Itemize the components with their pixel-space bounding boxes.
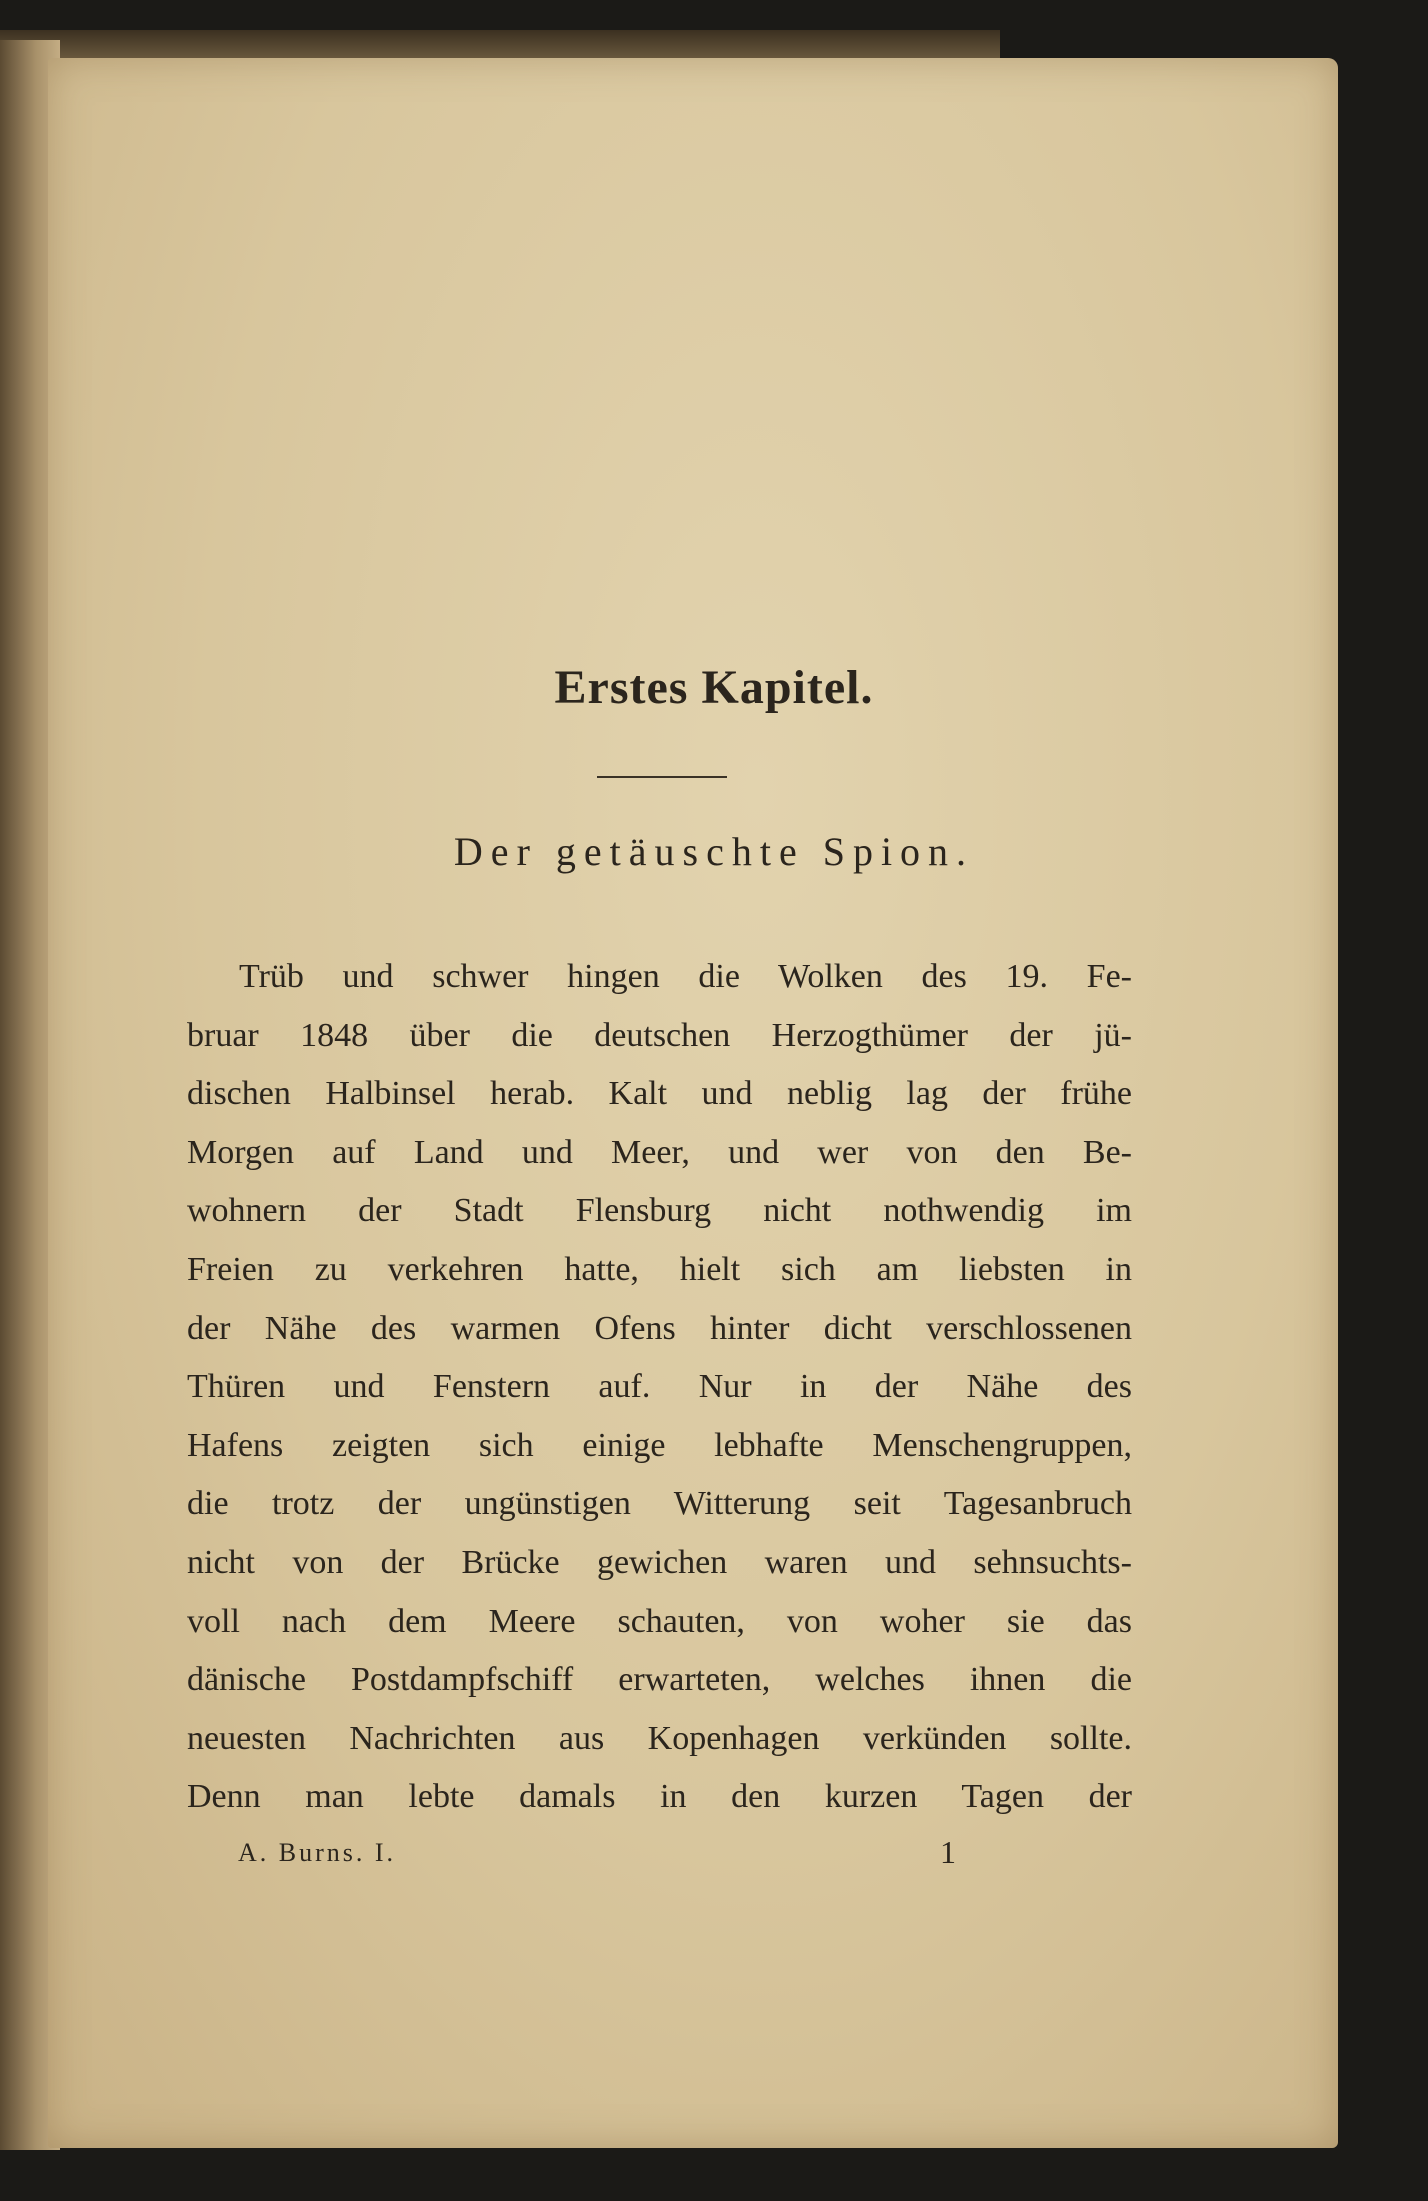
body-line: Hafens zeigten sich einige lebhafte Menschengruppen, xyxy=(187,1426,1132,1464)
body-line: Freien zu verkehren hatte, hielt sich am liebsten in xyxy=(187,1250,1132,1288)
body-line: dänische Postdampfschiff erwarteten, welches ihnen die xyxy=(187,1661,1132,1699)
book-top-edge xyxy=(0,30,1000,60)
body-text xyxy=(187,948,1132,1827)
body-line: Morgen auf Land und Meer, und wer von den Be- xyxy=(187,1133,1132,1171)
title-divider xyxy=(597,776,727,778)
body-line: wohnern der Stadt Flensburg nicht nothwendig im xyxy=(187,1192,1132,1230)
body-line: nicht von der Brücke gewichen waren und sehnsuchts- xyxy=(187,1543,1132,1581)
body-line: Denn man lebte damals in den kurzen Tagen der xyxy=(187,1778,1132,1816)
chapter-title: Erstes Kapitel. xyxy=(554,661,874,714)
chapter-subtitle: Der getäuschte Spion. xyxy=(453,829,975,874)
footer-signature: A. Burns. I. xyxy=(238,1838,397,1867)
body-line: Trüb und schwer hingen die Wolken des 19. Fe- xyxy=(239,958,1132,995)
body-line: der Nähe des warmen Ofens hinter dicht verschlossenen xyxy=(187,1309,1132,1347)
body-line: dischen Halbinsel herab. Kalt und neblig lag der frühe xyxy=(187,1075,1132,1113)
body-line: voll nach dem Meere schauten, von woher sie das xyxy=(187,1602,1132,1640)
body-line: neuesten Nachrichten aus Kopenhagen verkünden sollte. xyxy=(187,1719,1132,1757)
body-line: Thüren und Fenstern auf. Nur in der Nähe des xyxy=(187,1368,1132,1406)
body-line: die trotz der ungünstigen Witterung seit Tagesanbruch xyxy=(187,1485,1132,1523)
body-line: bruar 1848 über die deutschen Herzogthümer der jü- xyxy=(187,1016,1132,1054)
page-number: 1 xyxy=(940,1834,956,1870)
